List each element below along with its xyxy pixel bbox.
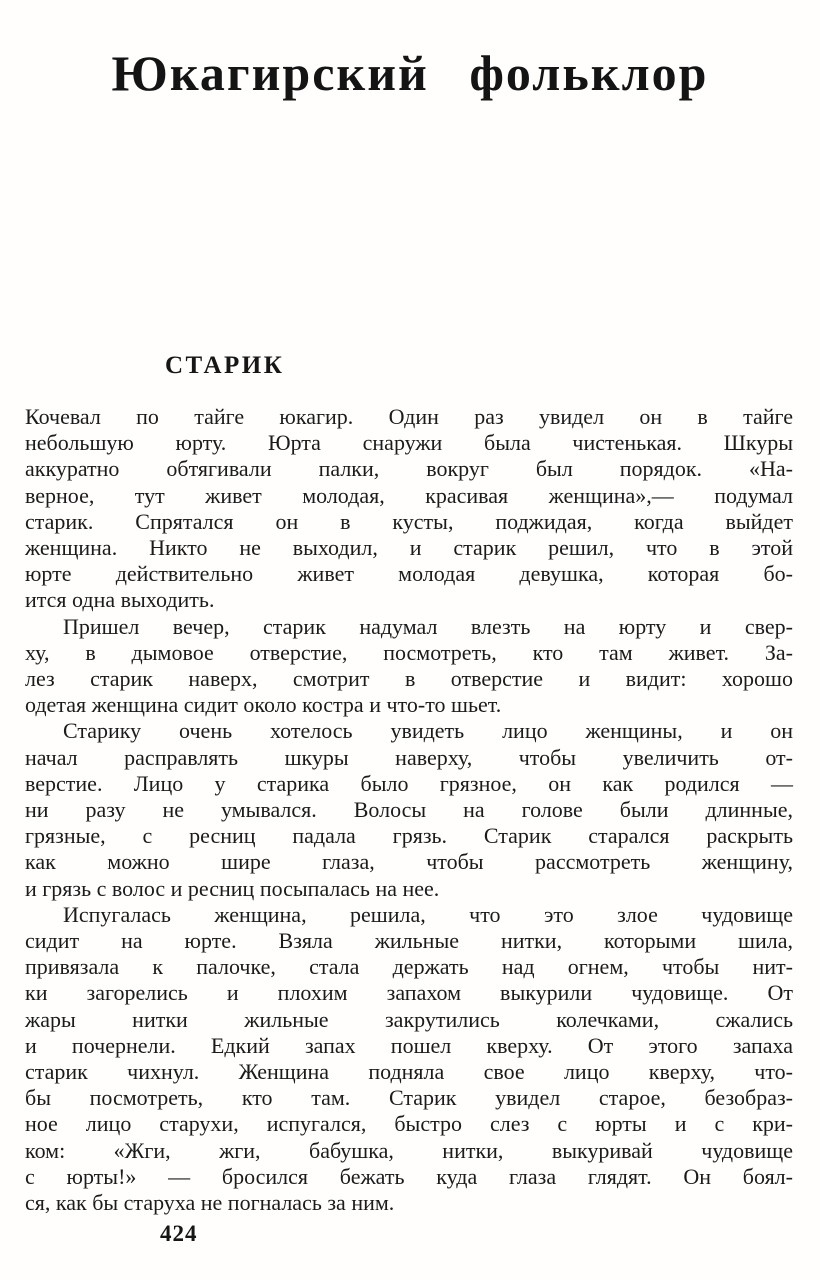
text-line: старик чихнул. Женщина подняла свое лицо кверху, что- — [25, 1059, 793, 1085]
text-line: ху, в дымовое отверстие, посмотреть, кто там живет. За- — [25, 639, 793, 665]
text-line: Испугалась женщина, решила, что это злое чудовище — [63, 901, 793, 927]
text-line: старик. Спрятался он в кусты, поджидая, когда выйдет — [25, 508, 793, 534]
text-line: и грязь с волос и ресниц посыпалась на нее. — [25, 875, 440, 901]
text-line: ся, как бы старуха не погналась за ним. — [25, 1190, 395, 1216]
text-line: юрте действительно живет молодая девушка, которая бо- — [25, 561, 793, 587]
text-line: лез старик наверх, смотрит в отверстие и видит: хорошо — [25, 666, 793, 692]
text-line: привязала к палочке, стала держать над огнем, чтобы нит- — [25, 954, 793, 980]
text-line: сидит на юрте. Взяла жильные нитки, которыми шила, — [25, 928, 793, 954]
text-line: ком: «Жги, жги, бабушка, нитки, выкуривай чудовище — [25, 1137, 793, 1163]
text-line: женщина. Никто не выходил, и старик решил, что в этой — [25, 535, 793, 561]
text-line: верстие. Лицо у старика было грязное, он как родился — — [25, 770, 793, 796]
paragraph — [25, 718, 793, 901]
text-line: начал расправлять шкуры наверху, чтобы увеличить от- — [25, 744, 793, 770]
page-number: 424 — [160, 1221, 198, 1246]
paragraph — [25, 902, 793, 1216]
text-line: Кочевал по тайге юкагир. Один раз увидел он в тайге — [25, 404, 793, 429]
text-line: ни разу не умывался. Волосы на голове были длинные, — [25, 797, 793, 823]
text-line: с юрты!» — бросился бежать куда глаза глядят. Он боял- — [25, 1163, 793, 1189]
paragraph — [25, 404, 793, 614]
text-line: ки загорелись и плохим запахом выкурили чудовище. От — [25, 980, 793, 1006]
text-line: как можно шире глаза, чтобы рассмотреть женщину, — [25, 849, 793, 875]
text-line: Старику очень хотелось увидеть лицо женщины, и он — [63, 718, 793, 744]
paragraph — [25, 614, 793, 719]
text-line: одетая женщина сидит около костра и что-то шьет. — [25, 692, 502, 718]
page-title: Юкагирский фольклор — [111, 45, 709, 101]
text-line: грязные, с ресниц падала грязь. Старик старался раскрыть — [25, 823, 793, 849]
text-line: ное лицо старухи, испугался, быстро слез с юрты и с кри- — [25, 1111, 793, 1137]
text-line: ится одна выходить. — [25, 587, 215, 613]
text-line: и почернели. Едкий запах пошел кверху. От этого запаха — [25, 1032, 793, 1058]
section-heading: СТАРИК — [165, 352, 285, 379]
text-line: аккуратно обтягивали палки, вокруг был порядок. «На- — [25, 456, 793, 482]
text-line: небольшую юрту. Юрта снаружи была чистенькая. Шкуры — [25, 430, 793, 456]
text-line: бы посмотреть, кто там. Старик увидел старое, безобраз- — [25, 1085, 793, 1111]
text-line: жары нитки жильные закрутились колечками, сжались — [25, 1006, 793, 1032]
story-text — [25, 404, 793, 1216]
text-line: верное, тут живет молодая, красивая женщина»,— подумал — [25, 482, 793, 508]
text-line: Пришел вечер, старик надумал влезть на юрту и свер- — [63, 613, 793, 639]
